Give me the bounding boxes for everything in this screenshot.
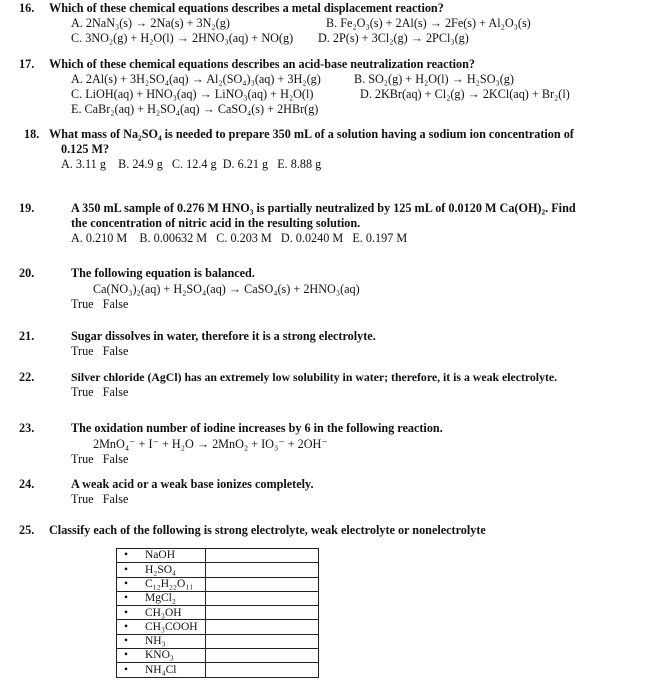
option-a: A. 2NaN₃(s) → 2Na(s) + 3N₂(g) — [71, 16, 230, 30]
bullet: • — [117, 620, 136, 634]
question-stem: A weak acid or a weak base ionizes completely. — [71, 477, 314, 491]
option-c: C. LiOH(aq) + HNO₃(aq) → LiNO₃(aq) + H₂O(l) — [71, 87, 314, 101]
answer-cell[interactable] — [206, 649, 319, 663]
option-b: B. Fe₂O₃(s) + 2Al(s) → 2Fe(s) + Al₂O₃(s) — [326, 16, 531, 30]
option-b: B. SO₂(g) + H₂O(l) → H₂SO₃(g) — [354, 72, 514, 86]
compound-name: CH₃COOH — [135, 620, 206, 634]
question-stem: The following equation is balanced. — [71, 266, 255, 280]
question-stem: Silver chloride (AgCl) has an extremely low solubility in water; therefore, it is a weak electrolyte. — [71, 370, 558, 384]
table-row — [117, 620, 319, 634]
chemical-equation: Ca(NO₃)₂(aq) + H₂SO₄(aq) → CaSO₄(s) + 2HNO₃(aq) — [93, 282, 360, 296]
question-stem-line-2: 0.125 M? — [61, 142, 110, 156]
option-d: D. 2KBr(aq) + Cl₂(g) → 2KCl(aq) + Br₂(l) — [360, 87, 570, 101]
true-false-options: True False — [71, 385, 129, 399]
bullet: • — [117, 606, 136, 620]
question-stem-line-2: the concentration of nitric acid in the resulting solution. — [71, 216, 361, 230]
question-stem: Sugar dissolves in water, therefore it is a strong electrolyte. — [71, 329, 376, 343]
bullet: • — [117, 549, 136, 563]
answer-cell[interactable] — [206, 577, 319, 591]
true-false-options: True False — [71, 452, 129, 466]
table-row — [117, 549, 319, 563]
compound-name: NH₃ — [135, 634, 206, 648]
question-stem: Which of these chemical equations describes a metal displacement reaction? — [49, 1, 444, 15]
answer-cell[interactable] — [206, 606, 319, 620]
compound-name: KNO₃ — [135, 649, 206, 663]
true-false-options: True False — [71, 297, 129, 311]
bullet: • — [117, 563, 136, 577]
question-stem: The oxidation number of iodine increases by 6 in the following reaction. — [71, 421, 443, 435]
question-stem-line-1: What mass of Na₂SO₄ is needed to prepare 350 mL of a solution having a sodium ion concentration of — [49, 127, 574, 141]
question-number: 22. — [19, 370, 35, 384]
answer-options: A. 3.11 g B. 24.9 g C. 12.4 g D. 6.21 g E. 8.88 g — [61, 157, 322, 171]
question-number: 21. — [19, 329, 35, 343]
question-number: 25. — [19, 523, 35, 537]
question-number: 24. — [19, 477, 35, 491]
answer-cell[interactable] — [206, 591, 319, 605]
question-stem-line-1: A 350 mL sample of 0.276 M HNO₃ is partially neutralized by 125 mL of 0.0120 M Ca(OH)₂. Find — [71, 201, 576, 215]
question-stem: Classify each of the following is strong electrolyte, weak electrolyte or nonelectrolyte — [49, 523, 486, 537]
classification-table — [116, 548, 319, 678]
answer-cell[interactable] — [206, 663, 319, 677]
true-false-options: True False — [71, 344, 129, 358]
bullet: • — [117, 577, 136, 591]
bullet: • — [117, 634, 136, 648]
option-d: D. 2P(s) + 3Cl₂(g) → 2PCl₃(g) — [318, 31, 469, 45]
option-a: A. 2Al(s) + 3H₂SO₄(aq) → Al₂(SO₄)₃(aq) + 3H₂(g) — [71, 72, 321, 86]
question-number: 23. — [19, 421, 35, 435]
table-row — [117, 649, 319, 663]
compound-name: H₂SO₄ — [135, 563, 206, 577]
table-row — [117, 563, 319, 577]
compound-name: NaOH — [135, 549, 206, 563]
bullet: • — [117, 591, 136, 605]
answer-cell[interactable] — [206, 563, 319, 577]
answer-options: A. 0.210 M B. 0.00632 M C. 0.203 M D. 0.0240 M E. 0.197 M — [71, 231, 408, 245]
answer-cell[interactable] — [206, 634, 319, 648]
question-number: 16. — [19, 1, 35, 15]
answer-cell[interactable] — [206, 549, 319, 563]
table-row — [117, 577, 319, 591]
bullet: • — [117, 663, 136, 677]
compound-name: C₁₂H₂₂O₁₁ — [135, 577, 206, 591]
question-number: 18. — [24, 127, 40, 141]
option-c: C. 3NO₂(g) + H₂O(l) → 2HNO₃(aq) + NO(g) — [71, 31, 294, 45]
question-stem: Which of these chemical equations describes an acid-base neutralization reaction? — [49, 57, 475, 71]
compound-name: MgCl₂ — [135, 591, 206, 605]
table-row — [117, 634, 319, 648]
compound-name: NH₄Cl — [135, 663, 206, 677]
question-number: 19. — [19, 201, 35, 215]
table-row — [117, 663, 319, 677]
question-number: 20. — [19, 266, 35, 280]
answer-cell[interactable] — [206, 620, 319, 634]
option-e: E. CaBr₂(aq) + H₂SO₄(aq) → CaSO₄(s) + 2HBr(g) — [71, 102, 319, 116]
table-row — [117, 591, 319, 605]
table-row — [117, 606, 319, 620]
bullet: • — [117, 649, 136, 663]
true-false-options: True False — [71, 492, 129, 506]
compound-name: CH₃OH — [135, 606, 206, 620]
chemical-equation: 2MnO₄⁻ + I⁻ + H₂O → 2MnO₂ + IO₃⁻ + 2OH⁻ — [93, 437, 328, 451]
question-number: 17. — [19, 57, 35, 71]
